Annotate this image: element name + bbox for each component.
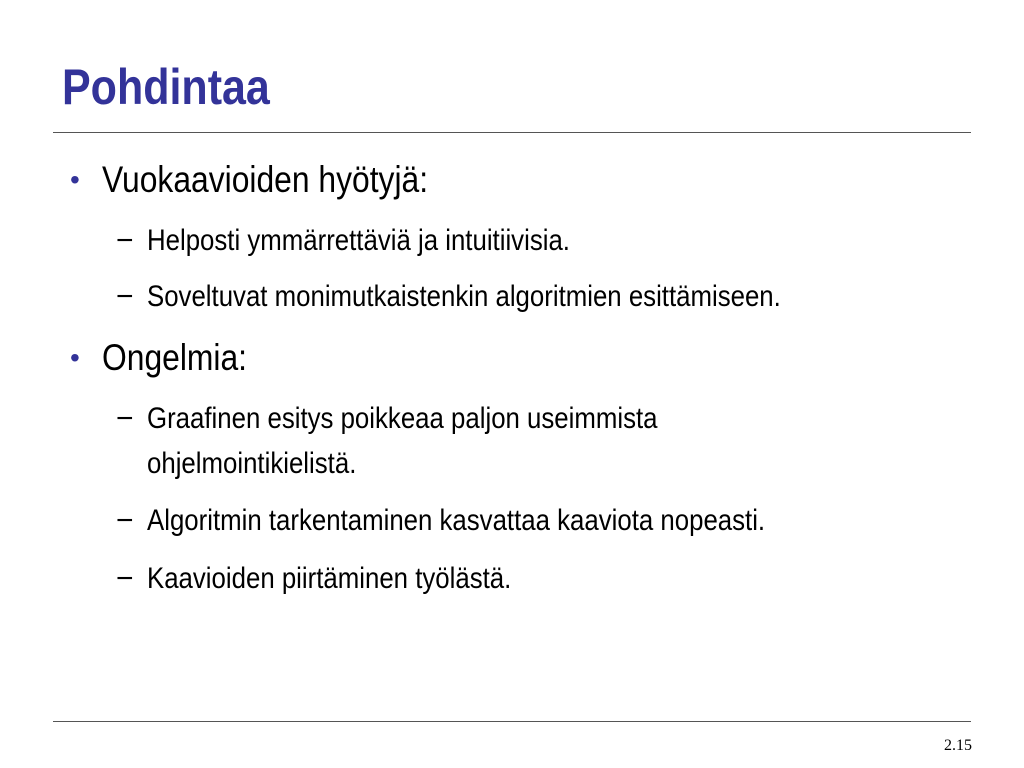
dash-icon: − (116, 504, 134, 537)
dash-icon: − (116, 224, 134, 257)
dash-icon: − (116, 402, 134, 435)
dash-icon: − (116, 562, 134, 595)
page-number: 2.15 (944, 737, 972, 754)
bullet-icon: • (70, 164, 80, 195)
title-divider (53, 132, 971, 133)
bullet-label: Ongelmia: (102, 337, 248, 378)
sub-item-text: Algoritmin tarkentaminen kasvattaa kaaviota nopeasti. (147, 504, 766, 537)
bullet-icon: • (70, 342, 80, 373)
slide-title: Pohdintaa (62, 59, 270, 115)
sub-item-text: Helposti ymmärrettäviä ja intuitiivisia. (147, 224, 570, 257)
sub-item-text: Kaavioiden piirtäminen työlästä. (147, 562, 512, 595)
footer-divider (53, 721, 971, 722)
dash-icon: − (116, 280, 134, 313)
sub-item-text: Soveltuvat monimutkaistenkin algoritmien esittämiseen. (147, 280, 781, 313)
sub-item-text: Graafinen esitys poikkeaa paljon useimmista ohjelmointikielistä. (147, 402, 658, 480)
bullet-label: Vuokaavioiden hyötyjä: (102, 159, 429, 200)
